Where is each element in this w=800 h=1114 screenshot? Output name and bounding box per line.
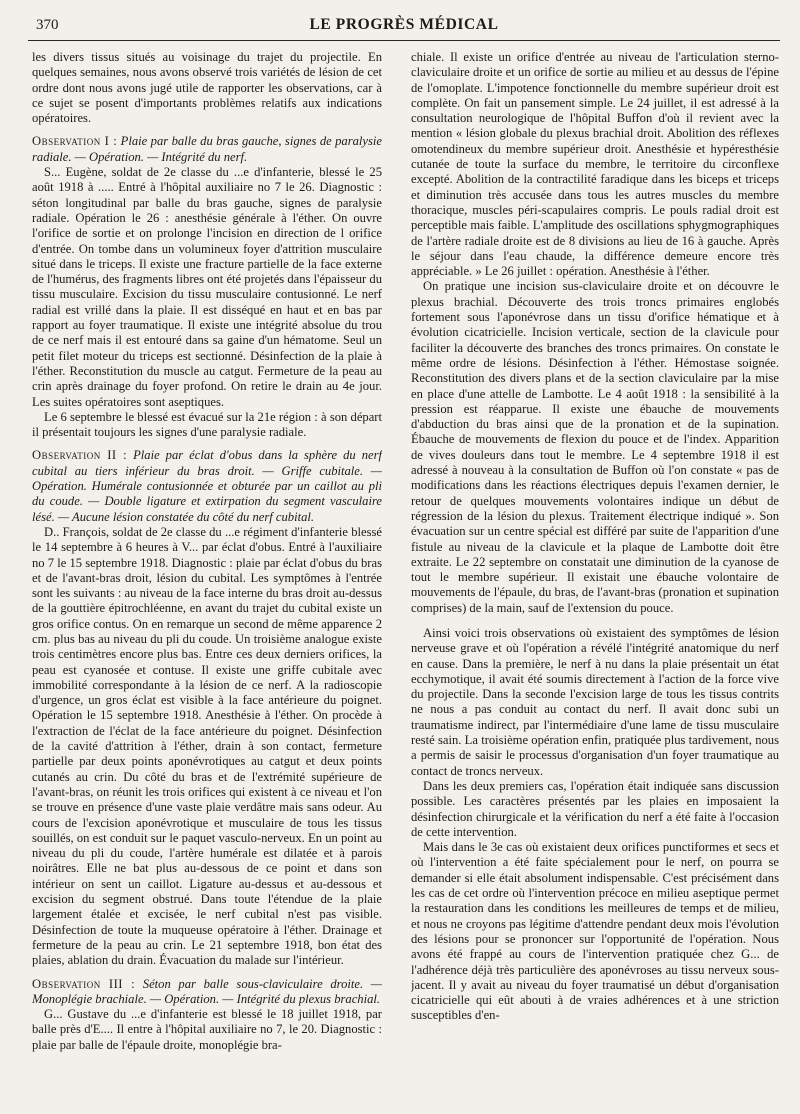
observation-2-title: Plaie par éclat d'obus dans la sphère du nerf cubital au tiers inférieur du bras droit. — Griffe cubitale. — Opération. Humérale contusionnée et obturée par un caillot au pli du coude. — Double ligature et extirpation du segment vasculaire lésé. — Aucune lésion constatée du côté du nerf cubital.	[32, 448, 382, 524]
discussion-paragraph-2: Dans les deux premiers cas, l'opération était indiquée sans discussion possible. Les caractères présentés par les plaies en imposaient la désinfection chirurgicale et la vérification du nerf a été faite à l'occasion de cette intervention.	[411, 778, 779, 839]
observation-2-heading	[32, 448, 382, 524]
observation-3-body: G... Gustave du ...e d'infanterie est blessé le 18 juillet 1918, par balle près d'E.... Il entre à l'hôpital auxiliaire no 7, le 20. Diagnostic : plaie par balle de l'épaule droite, monoplégie bra-	[32, 1007, 382, 1052]
observation-2-body: D.. François, soldat de 2e classe du ...e régiment d'infanterie blessé le 14 septembre à 6 heures à V... par éclat d'obus. Entré à l'auxiliaire no 7 le 15 septembre 1918. Diagnostic : plaie par éclat d'obus du bras et de l'avant-bras droit, lésion du cubital. Les symptômes à l'entrée sont les suivants : au niveau de la face interne du bras droit au-dessus de la gouttière épitrochléenne, en avant du trajet du cubital existe un gros orifice contus. On en remarque un second de même apparence 2 cm. plus bas au niveau du pli du coude. Un troisième analogue existe trois centimètres encore plus bas. Entre ces deux derniers orifices, la peau est cyanosée et contuse. Il existe une griffe cubitale avec immobilité correspondante à la lésion de ce nerf. A la radioscopie d'urgence, un gros éclat est visible à la face antérieure du poignet. Opération le 15 septembre 1918. Anesthésie à l'éther. On procède à l'extraction de l'éclat de la face antérieure du poignet. Désinfection de la cavité d'attrition à l'éther, drain à son contact, fermeture partielle par deux points aponévrotiques au catgut et deux points cutanés au crin. Du côté du bras et de l'extrémité supérieure de l'avant-bras, on réunit les trois orifices qui existent à ce niveau et l'on se trouve en présence d'une vaste plaie verdâtre mais sans odeur. Au cours de l'excision aponévrotique et musculaire de tous les tissus souillés, on est conduit sur le paquet vasculo-nerveux. En un point au niveau du pli du coude, l'artère humérale est dilatée et à parois noirâtres. Elle ne bat plus au-dessous de ce point et dans son intérieur on sent un caillot. Ligature au-dessus et au-dessous et excision du segment obstrué. Dans toute l'étendue de la plaie largement étalée et excisée, le nerf cubital n'est pas visible. Désinfection de toute la muqueuse opératoire à l'éther. Drainage et fermeture de la peau au crin. Le 21 septembre 1918, bon état des plaies, ablation du drain. Évacuation du malade sur l'intérieur.	[32, 524, 382, 968]
observation-3-continued: chiale. Il existe un orifice d'entrée au niveau de l'articulation sterno-claviculaire droite et un orifice de sortie au milieu et au dessus de l'épine de l'omoplate. L'impotence fonctionnelle du membre supérieur droit est complète. On fait un pansement simple. Le 24 juillet, il est adressé à la consultation neurologique de l'hôpital Buffon d'où il revient avec la mention « lésion globale du plexus brachial droit. Abolition des réflexes omotendineux du membre supérieur droit. Anesthésie et hypéresthésie cutanée de toute la surface du membre, le territoire du circonflexe excepté. Abolition de la contractilité faradique dans les biceps et triceps et diminution très accusée dans tous les autres muscles du membre thoracique, muscles péri-scapulaires compris. Le pouls radial droit est perceptible mais faible. L'amplitude des oscillations sphygmographiques de l'artère radiale droite est de 8 divisions au lieu de 16 à gauche. Après le séjour dans l'eau chaude, la différence demeure encore très appréciable. » Le 26 juillet : opération. Anesthésie à l'éther.	[411, 50, 779, 279]
observation-3-operation: On pratique une incision sus-claviculaire droite et on découvre le plexus brachial. Découverte des trois troncs primaires englobés fortement sous l'aponévrose dans un tissu d'orifice hématique et à évolution cicatricielle. Incision verticale, section de la clavicule pour faciliter la découverte des branches des troncs primaires. On constate le même ordre de lésions. Désinfection à l'éther. Hémostase soignée. Reconstitution des divers plans et de la section claviculaire par la mise en place d'une attelle de Lambotte. Le 4 août 1918 : la sensibilité à la pression est réapparue. Il existe une ébauche de mouvements d'abduction du bras ainsi que de la pronation et de la supination. Ébauche de mouvements de flexion du pouce et de l'index. Apparition de vives douleurs dans tout le membre. Le 4 septembre 1918 il est adressé à nouveau à la consultation de Buffon où l'on constate « pas de modifications dans les réactions électriques depuis l'examen dernier, le retour de quelques mouvements volontaires indique un début de régression de la lésion du plexus. Traitement électrique indiqué ». Son évacuation sur un centre spécial est différé par suite de l'apparition d'une fistule au niveau de la clavicule et la plaque de Lambotte doit être extraite. Le 22 septembre on constatait une diminution de la cyanose de tout le membre supérieur. Il existait une ébauche volontaire de mouvements de l'épaule, du bras, de l'avant-bras (pronation et supination comprises) de la main, sauf de l'extension du pouce.	[411, 279, 779, 615]
observation-3-title: Séton par balle sous-claviculaire droite. — Monoplégie brachiale. — Opération. — Intégrité du plexus brachial.	[32, 976, 382, 1006]
observation-1-outcome: Le 6 septembre le blessé est évacué sur la 21e région : à son départ il présentait toujours les signes d'une paralysie radiale.	[32, 409, 382, 440]
discussion-paragraph-1: Ainsi voici trois observations où existaient des symptômes de lésion nerveuse grave et où l'opération a révélé l'intégrité anatomique du nerf en cause. Dans la première, le nerf à nu dans la plaie présentait un état ecchymotique, il avait été soumis directement à l'action de la force vive du projectile. Dans la seconde l'excision large de tous les tissus contrits ne nous a pas conduit au contact du nerf. Il avait donc subi un traumatisme indirect, par l'intermédiaire d'une lame de tissu musculaire resté sain. La troisième opération enfin, pratiquée plus tardivement, nous a permis de saisir le processus d'organisation d'un foyer traumatique au contact de troncs nerveux.	[411, 625, 779, 778]
observation-3-heading	[32, 977, 382, 1008]
observation-2-label: Observation II :	[32, 448, 128, 463]
left-column	[32, 50, 382, 1108]
observation-3-label: Observation III :	[32, 976, 136, 991]
right-column	[411, 50, 779, 1108]
discussion-paragraph-3: Mais dans le 3e cas où existaient deux orifices punctiformes et secs et où l'intervention a été faite spécialement pour le nerf, on pourra se demander si elle était absolument indispensable. C'est précisément dans les cas de cet ordre où l'intervention précoce en milieu aseptique permet la restauration dans les conditions les meilleures de temps et de milieu, et nous ne croyons pas légitime d'attendre pendant deux mois l'évolution des lésions pour se prononcer sur l'opportunité de l'opération. Nous avons été frappé au cours de l'intervention pratiquée chez G... de l'adhérence déjà très particulière des aponévroses au tissu nerveux sous-jacent. Il y avait au niveau du foyer traumatisé un début d'organisation cicatricielle qui eût abouti à de vraies adhérences et à une striction susceptibles d'en-	[411, 840, 779, 1023]
observation-1-label: Observation I :	[32, 134, 118, 149]
observation-1-body: S... Eugène, soldat de 2e classe du ...e d'infanterie, blessé le 25 août 1918 à ..... Entré à l'hôpital auxiliaire no 7 le 26. Diagnostic : séton longitudinal par balle du bras gauche, signes de paralysie radiale. Opération le 26 : anesthésie générale à l'éther. On ouvre l'orifice de sortie et on prolonge l'incision en direction de l orifice d'entrée. On tombe dans un volumineux foyer d'attrition musculaire situé dans le triceps. Il existe une fracture partielle de la face externe de l'humérus, des fragments libres ont été projetés dans l'épaisseur du tissu musculaire. Excision du tissu musculaire contusionné. Le nerf radial est vrillé dans la plaie. Il est disséqué en haut et en bas par rapport au foyer traumatique. Il existe une intégrité absolue du trou de ce nerf mais il est entouré dans sa gaine d'un hématome. Seul un petit filet moteur du triceps est sectionné. Désinfection de la plaie à l'éther. Reconstitution du muscle au catgut. Fermeture de la peau au crin après drainage du foyer profond. On retire le drain au 4e jour. Les suites opératoires sont aseptiques.	[32, 165, 382, 409]
journal-title: LE PROGRÈS MÉDICAL	[309, 16, 499, 33]
page-header	[28, 14, 780, 41]
observation-1-heading	[32, 134, 382, 165]
observation-1-title: Plaie par balle du bras gauche, signes de paralysie radiale. — Opération. — Intégrité du nerf.	[32, 134, 382, 164]
page-number: 370	[36, 17, 59, 33]
intro-paragraph: les divers tissus situés au voisinage du trajet du projectile. En quelques semaines, nous avons observé trois variétés de lésion de cet ordre dont nous avons jugé utile de rapporter les observations, car à ce sujet se posent d'importants problèmes relatifs aux indications opératoires.	[32, 50, 382, 126]
